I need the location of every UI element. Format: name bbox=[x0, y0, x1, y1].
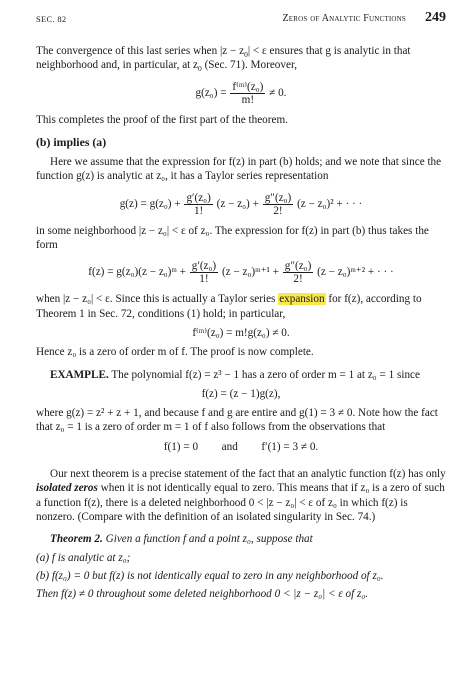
fraction: $\frac{\text{g″(z₀)}}{2!}$ bbox=[284, 260, 312, 286]
paragraph-isolated-zeros: Our next theorem is a precise statement of the fact that an analytic function f(z) has only isolated zeros when it is not identically equal to zero. This means that if z₀ is a zero of such a function f(z), there is a deleted neighborhood 0 < |z − z₀| < ε of z₀ in which f(z) is nonzero. (Compare with the definition of an isolated singularity in Sec. 74.) bbox=[36, 468, 446, 523]
highlighted-word[interactable]: expansion bbox=[279, 293, 325, 306]
equation-derivative: f⁽ᵐ⁾(z₀) = m!g(z₀) ≠ 0. bbox=[192, 326, 290, 339]
section-heading: (b) implies (a) bbox=[36, 134, 107, 149]
paragraph-conclusion: Hence z₀ is a zero of order m of f. The proof is now complete. bbox=[36, 346, 314, 359]
paragraph-g-definition: where g(z) = z² + z + 1, and because f and g are entire and g(1) = 3 ≠ 0. Note how the fact that z₀ = 1 is a zero of order m = 1 of f also follows from the observations that bbox=[36, 407, 438, 434]
equation-factorization: f(z) = (z − 1)g(z), bbox=[201, 387, 281, 400]
theorem-conclusion: Then f(z) ≠ 0 throughout some deleted neighborhood 0 < |z − z₀| < ε of z₀. bbox=[36, 588, 369, 601]
page-number: 249 bbox=[425, 10, 446, 25]
section-label: SEC. 82 bbox=[36, 14, 67, 24]
equation-g-z0: g(z₀) = $\frac{\text{f⁽ᵐ⁾(z₀)}}{m!}$ ≠ 0. bbox=[195, 80, 287, 106]
theorem-condition-a: (a) f is analytic at z₀; bbox=[36, 551, 131, 564]
paragraph-taylor-expansion: when |z − z₀| < ε. Since this is actually a Taylor series expansion for f(z), according to Theorem 1 in Sec. 72, conditions (1) hold; in particular, bbox=[36, 293, 422, 320]
example-label: EXAMPLE. bbox=[50, 368, 109, 381]
theorem-statement: Theorem 2. Given a function f and a point z₀, suppose that bbox=[50, 533, 313, 546]
paragraph-convergence: The convergence of this last series when $|z - z_0| < \varepsilon$ ensures that g is analytic in that neighborhood and, in particular, at $z_0$ (Sec. 71). Moreover, bbox=[36, 45, 411, 74]
fraction: $\frac{\text{g′(z₀)}}{1!}$ bbox=[191, 260, 217, 286]
paragraph-neighborhood: in some neighborhood |z − z₀| < ε of z₀. The expression for f(z) in part (b) thus takes the form bbox=[36, 224, 429, 252]
chapter-title: Zeros of Analytic Functions bbox=[282, 13, 406, 24]
equation-taylor-g: g(z) = g(z₀) + $\frac{\text{g′(z₀)}}{1!}$ (z − z₀) + $\frac{\text{g″(z₀)}}{2!}$ (z − z₀)² + · · · bbox=[119, 191, 363, 217]
page-body bbox=[36, 44, 446, 601]
theorem-condition-b: (b) f(z₀) = 0 but f(z) is not identically equal to zero in any neighborhood of z₀. bbox=[36, 569, 384, 582]
paragraph-proof-complete: This completes the proof of the first part of the theorem. bbox=[36, 113, 288, 126]
fraction: $\frac{\text{f⁽ᵐ⁾(z₀)}}{m!}$ bbox=[232, 80, 264, 106]
fraction: $\frac{\text{g″(z₀)}}{2!}$ bbox=[264, 191, 292, 217]
fraction: $\frac{\text{g′(z₀)}}{1!}$ bbox=[186, 191, 211, 217]
theorem-label: Theorem 2. bbox=[50, 533, 103, 546]
running-header bbox=[36, 10, 446, 30]
equation-observations: f(1) = 0 and f′(1) = 3 ≠ 0. bbox=[163, 440, 319, 453]
paragraph-assumption: Here we assume that the expression for f(z) in part (b) holds; and we note that since the function g(z) is analytic at z₀, it has a Taylor series representation bbox=[36, 156, 442, 183]
example-paragraph: EXAMPLE. The polynomial f(z) = z³ − 1 has a zero of order m = 1 at z₀ = 1 since bbox=[50, 368, 420, 381]
equation-taylor-f: f(z) = g(z₀)(z − z₀)ᵐ + $\frac{\text{g′(z₀)}}{1!}$ (z − z₀)ᵐ⁺¹ + $\frac{\text{g″(z₀)}}{2!}$ (z − z₀)ᵐ⁺² + · · · bbox=[88, 260, 394, 286]
